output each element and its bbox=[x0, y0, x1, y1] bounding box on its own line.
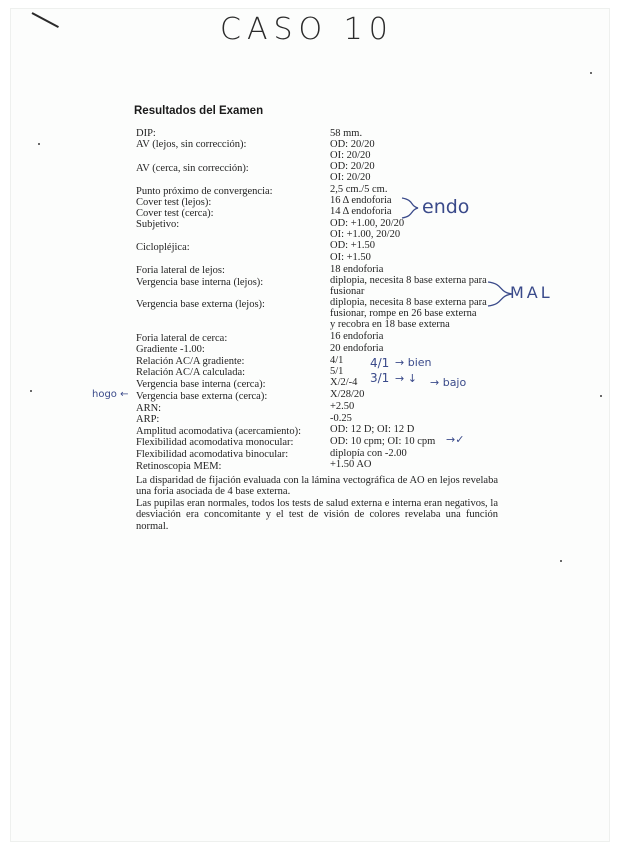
row-label: Punto próximo de convergencia: bbox=[136, 186, 273, 197]
row-label: Retinoscopia MEM: bbox=[136, 461, 222, 472]
ink-speck bbox=[30, 390, 32, 392]
row-value: 5/1 bbox=[330, 366, 344, 377]
row-value: 18 endoforia bbox=[330, 264, 384, 275]
row-label: DIP: bbox=[136, 128, 156, 139]
row-value: OD: +1.50 bbox=[330, 240, 376, 251]
ink-speck bbox=[38, 143, 40, 145]
row-value: diplopia, necesita 8 base externa para bbox=[330, 297, 487, 308]
handwritten-bajo: → bajo bbox=[430, 376, 467, 389]
section-heading: Resultados del Examen bbox=[134, 105, 264, 117]
handwritten-margin-note: hogo ← bbox=[92, 389, 129, 400]
ink-speck bbox=[590, 72, 592, 74]
handwritten-check: →✓ bbox=[446, 433, 465, 446]
row-label: Vergencia base externa (cerca): bbox=[136, 391, 268, 402]
row-value: OI: 20/20 bbox=[330, 150, 371, 161]
handwritten-endo: endo bbox=[422, 196, 470, 218]
brace-endo-icon bbox=[400, 196, 424, 220]
row-label: ARP: bbox=[136, 414, 160, 425]
row-label: Flexibilidad acomodativa binocular: bbox=[136, 449, 289, 460]
row-value: -0.25 bbox=[330, 413, 352, 424]
row-value: X/2/-4 bbox=[330, 377, 358, 388]
row-label: Subjetivo: bbox=[136, 219, 180, 230]
row-value: OD: 20/20 bbox=[330, 161, 375, 172]
row-label: Vergencia base interna (lejos): bbox=[136, 277, 264, 288]
row-value: 16 Δ endoforia bbox=[330, 195, 392, 206]
handwritten-mal: MAL bbox=[510, 283, 553, 302]
row-value: 14 Δ endoforia bbox=[330, 206, 392, 217]
row-label: Gradiente -1.00: bbox=[136, 344, 205, 355]
paragraph-line: La disparidad de fijación evaluada con la lámina vectográfica de AO en lejos revelaba una foria asociada de 4 base externa. bbox=[136, 475, 498, 498]
row-value: OD: 10 cpm; OI: 10 cpm bbox=[330, 436, 436, 447]
row-value: 58 mm. bbox=[330, 128, 363, 139]
row-label: Foria lateral de lejos: bbox=[136, 265, 225, 276]
ink-speck bbox=[600, 395, 602, 397]
row-label: Vergencia base interna (cerca): bbox=[136, 379, 266, 390]
row-label: Relación AC/A gradiente: bbox=[136, 356, 245, 367]
row-label: AV (cerca, sin corrección): bbox=[136, 163, 249, 174]
handwritten-aca-2: 3/1 bbox=[370, 371, 390, 385]
row-value: +1.50 AO bbox=[330, 459, 372, 470]
row-value: 4/1 bbox=[330, 355, 344, 366]
row-value: OD: 20/20 bbox=[330, 139, 375, 150]
row-value: fusionar bbox=[330, 286, 365, 297]
findings-paragraph bbox=[136, 475, 498, 532]
row-label: ARN: bbox=[136, 403, 162, 414]
row-label: Foria lateral de cerca: bbox=[136, 333, 228, 344]
row-label: Cover test (lejos): bbox=[136, 197, 212, 208]
row-label: Amplitud acomodativa (acercamiento): bbox=[136, 426, 302, 437]
row-value: OI: +1.50 bbox=[330, 252, 371, 263]
row-label: Cover test (cerca): bbox=[136, 208, 214, 219]
row-label: Flexibilidad acomodativa monocular: bbox=[136, 437, 294, 448]
row-value: 20 endoforia bbox=[330, 343, 384, 354]
row-value: OI: 20/20 bbox=[330, 172, 371, 183]
row-value: y recobra en 18 base externa bbox=[330, 319, 450, 330]
row-value: diplopia, necesita 8 base externa para bbox=[330, 275, 487, 286]
ink-speck bbox=[560, 560, 562, 562]
row-value: OD: +1.00, 20/20 bbox=[330, 218, 405, 229]
row-value: fusionar, rompe en 26 base externa bbox=[330, 308, 477, 319]
paragraph-line: Las pupilas eran normales, todos los tests de salud externa e interna eran negativos, la desviación era concomitante y el test de visión de colores revelaba una función normal. bbox=[136, 497, 498, 532]
row-value: 2,5 cm./5 cm. bbox=[330, 184, 388, 195]
row-value: diplopía con -2.00 bbox=[330, 448, 407, 459]
handwritten-bien: → bien bbox=[395, 356, 432, 369]
row-label: Ciclopléjica: bbox=[136, 242, 190, 253]
document-page bbox=[10, 8, 610, 842]
handwritten-aca-1: 4/1 bbox=[370, 356, 390, 370]
row-label: Vergencia base externa (lejos): bbox=[136, 299, 265, 310]
row-value: OI: +1.00, 20/20 bbox=[330, 229, 401, 240]
row-value: 16 endoforia bbox=[330, 331, 384, 342]
row-value: +2.50 bbox=[330, 401, 355, 412]
row-label: AV (lejos, sin corrección): bbox=[136, 139, 247, 150]
handwritten-down-arrow: → ↓ bbox=[395, 372, 417, 385]
row-label: Relación AC/A calculada: bbox=[136, 367, 246, 378]
row-value: X/28/20 bbox=[330, 389, 365, 400]
row-value: OD: 12 D; OI: 12 D bbox=[330, 424, 415, 435]
case-title: CASO 10 bbox=[220, 12, 394, 47]
